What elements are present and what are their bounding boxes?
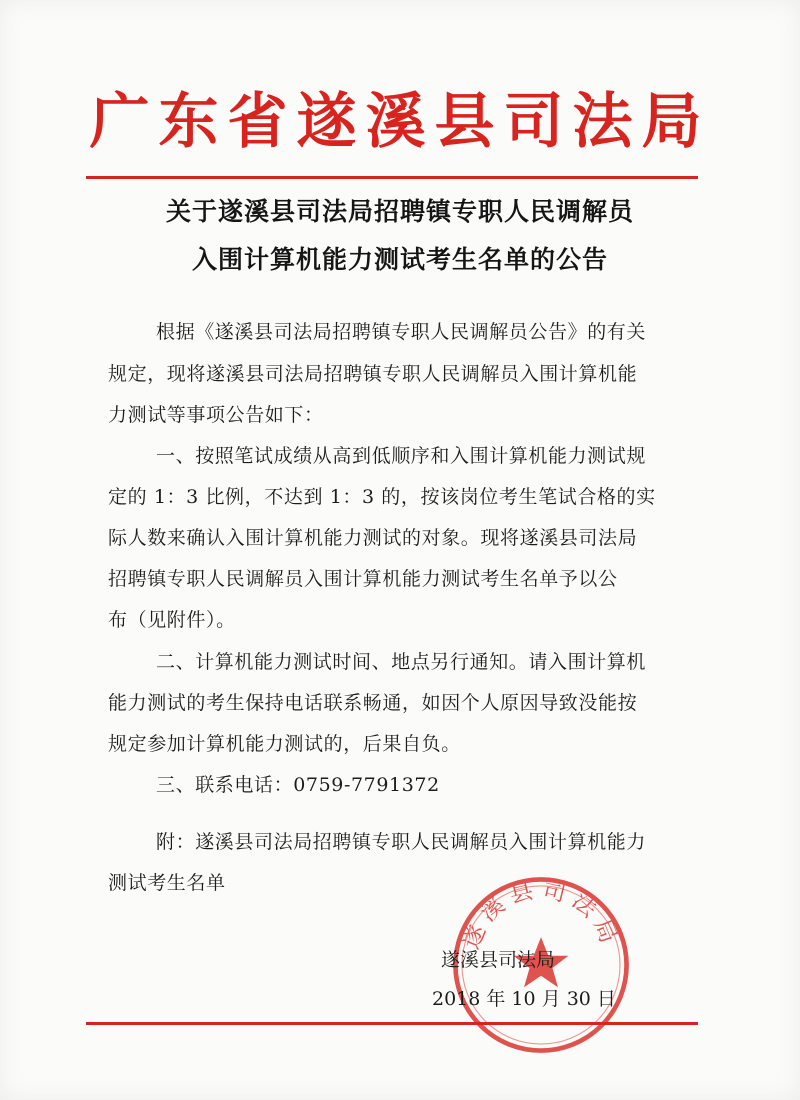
intro-line-1: 根据《遂溪县司法局招聘镇专职人民调解员公告》的有关 [156, 321, 647, 343]
attachment-line-1: 附：遂溪县司法局招聘镇专职人民调解员入围计算机能力 [156, 831, 647, 853]
document-title-line-2: 入围计算机能力测试考生名单的公告 [191, 245, 608, 274]
intro-line-3: 力测试等事项公告如下： [108, 404, 324, 426]
attachment-line-2: 测试考生名单 [108, 872, 226, 894]
document-title-line-1: 关于遂溪县司法局招聘镇专职人民调解员 [165, 197, 634, 226]
intro-line-2: 规定，现将遂溪县司法局招聘镇专职人民调解员入围计算机能 [108, 363, 638, 385]
item2-line-2: 能力测试的考生保持电话联系畅通，如因个人原因导致没能按 [108, 692, 638, 714]
item2-line-3: 规定参加计算机能力测试的，后果自负。 [108, 733, 461, 755]
item1-line-2: 定的 1：3 比例，不达到 1：3 的，按该岗位考生笔试合格的实 [108, 486, 656, 508]
item1-line-5: 布（见附件）。 [108, 609, 236, 631]
issue-date: 2018 年 10 月 30 日 [432, 988, 616, 1010]
letterhead-red-rule [86, 176, 698, 179]
contact-phone-line: 三、联系电话：0759-7791372 [156, 774, 440, 796]
item2-line-1: 二、计算机能力测试时间、地点另行通知。请入围计算机 [156, 651, 647, 673]
item1-line-1: 一、按照笔试成绩从高到低顺序和入围计算机能力测试规 [156, 445, 647, 467]
item1-line-3: 际人数来确认入围计算机能力测试的对象。现将遂溪县司法局 [108, 527, 638, 549]
item1-line-4: 招聘镇专职人民调解员入围计算机能力测试考生名单予以公 [108, 568, 618, 590]
issuing-organization: 遂溪县司法局 [441, 949, 556, 971]
agency-letterhead: 广东省遂溪县司法局 [89, 87, 711, 157]
seal-text: 遂溪县司法局 [457, 875, 625, 953]
